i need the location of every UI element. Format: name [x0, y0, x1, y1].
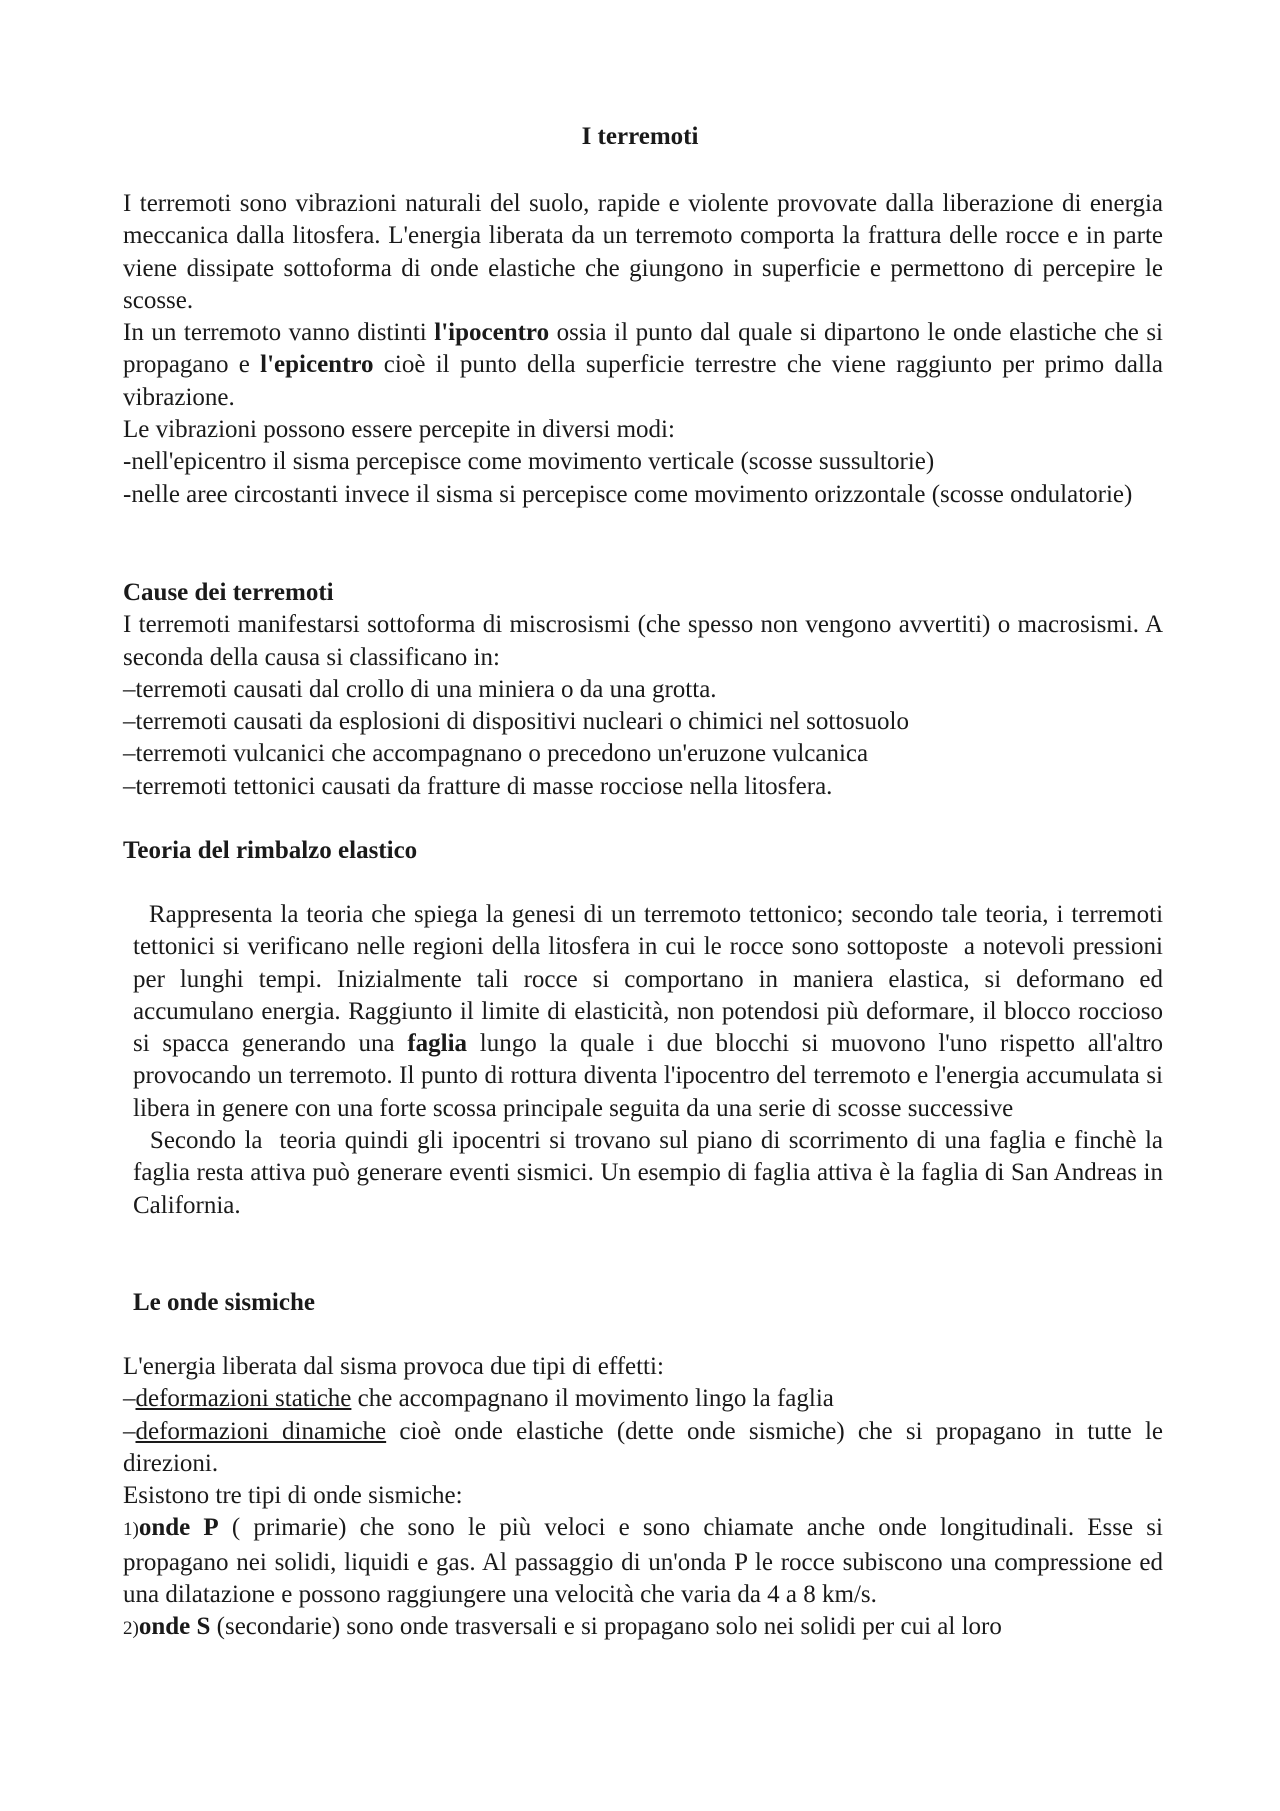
intro-section: [123, 188, 1163, 511]
deformazioni-statiche-term: deformazioni statiche: [135, 1385, 352, 1413]
cause-paragraph: I terremoti manifestarsi sottoforma di miscrosismi (che spesso non vengono avvertiti) o macrosismi. A seconda della causa si classificano in:: [123, 611, 1163, 671]
intro-p2-text-c: ossia il punto dal quale si dipartono le onde elastiche che si propagano e: [123, 319, 1164, 379]
intro-paragraph-4: -nell'epicentro il sisma percepisce come movimento verticale (scosse sussultorie): [123, 448, 935, 476]
rimbalzo-heading: Teoria del rimbalzo elastico: [123, 837, 418, 864]
list-number: 2): [123, 1618, 139, 1640]
cause-section: [123, 577, 1163, 803]
intro-paragraph-2: [123, 317, 1163, 414]
page-title: I terremoti: [581, 123, 699, 150]
d1-text: che accompagnano il movimento lingo la faglia: [351, 1385, 834, 1413]
cause-list-item: –terremoti causati dal crollo di una miniera o da una grotta.: [123, 675, 717, 703]
dash: –: [123, 1417, 136, 1445]
cause-list-item: –terremoti vulcanici che accompagnano o precedono un'eruzone vulcanica: [123, 740, 869, 768]
onde-deformazioni-dinamiche: [123, 1416, 1163, 1481]
intro-p2-text-a: In un terremoto vanno distinti: [123, 319, 435, 347]
cause-list-item: –terremoti tettonici causati da fratture di masse rocciose nella litosfera.: [123, 772, 833, 800]
rimbalzo-paragraph-2: Secondo la teoria quindi gli ipocentri si trovano sul piano di scorrimento di una faglia e finchè la faglia resta attiva può generare eventi sismici. Un esempio di faglia attiva è la faglia di San Andreas in California.: [133, 1127, 1170, 1219]
faglia-term: faglia: [407, 1030, 468, 1058]
onde-s-paragraph: [123, 1611, 1163, 1645]
intro-p2-text-e: cioè il punto della superficie terrestre che viene raggiunto per primo dalla vibrazione.: [123, 351, 1163, 411]
onde-deformazioni-statiche: [123, 1383, 1163, 1415]
rimbalzo-p1-text-a: Rappresenta la teoria che spiega la genesi di un terremoto tettonico; secondo tale teoria, i terremoti tettonici si verificano nelle regioni della litosfera in cui le rocce sono sottoposte a notevoli pressioni per lunghi tempi. Inizialmente tali rocce si comportano in maniera elastica, si deformano ed accumulano energia. Raggiunto il limite di elasticità, non potendosi più deformare, il blocco roccioso si spacca generando una: [133, 901, 1170, 1058]
list-number: 1): [123, 1519, 139, 1541]
onde-s-term: onde S: [138, 1613, 211, 1641]
onde-p-paragraph: [123, 1512, 1163, 1611]
rimbalzo-p1-text-c: lungo la quale i due blocchi si muovono l'uno rispetto all'altro provocando un terremoto. Il punto di rottura diventa l'ipocentro del terremoto e l'energia accumulata si libera in genere con una forte scossa principale seguita da una serie di scosse successive: [133, 1030, 1170, 1122]
onde-s-text: (secondarie) sono onde trasversali e si propagano solo nei solidi per cui al loro: [210, 1613, 1002, 1641]
d2-text: cioè onde elastiche (dette onde sismiche) che si propagano in tutte le direzioni.: [123, 1417, 1163, 1477]
intro-paragraph-3: Le vibrazioni possono essere percepite in diversi modi:: [123, 416, 675, 444]
cause-heading: Cause dei terremoti: [123, 579, 334, 606]
dash: –: [123, 1385, 136, 1413]
rimbalzo-section: [133, 899, 1170, 1222]
rimbalzo-paragraph-1: [133, 899, 1170, 1125]
onde-heading: Le onde sismiche: [133, 1289, 315, 1316]
onde-paragraph-1: L'energia liberata dal sisma provoca due tipi di effetti:: [123, 1353, 664, 1380]
ipocentro-term: l'ipocentro: [434, 319, 550, 347]
onde-paragraph-2: Esistono tre tipi di onde sismiche:: [123, 1482, 463, 1510]
rimbalzo-heading-wrap: [123, 835, 1163, 867]
onde-section: [123, 1351, 1163, 1646]
cause-list-item: –terremoti causati da esplosioni di dispositivi nucleari o chimici nel sottosuolo: [123, 708, 909, 736]
deformazioni-dinamiche-term: deformazioni dinamiche: [135, 1417, 387, 1445]
intro-paragraph-5: -nelle aree circostanti invece il sisma si percepisce come movimento orizzontale (scosse ondulatorie): [123, 480, 1133, 508]
epicentro-term: l'epicentro: [260, 351, 374, 379]
onde-p-text: ( primarie) che sono le più veloci e sono chiamate anche onde longitudinali. Esse si propagano nei solidi, liquidi e gas. Al passaggio di un'onda P le rocce subiscono una compressione ed una dilatazione e possono raggiungere una velocità che varia da 4 a 8 km/s.: [123, 1514, 1163, 1609]
onde-p-term: onde P: [138, 1514, 219, 1542]
onde-heading-wrap: [133, 1287, 1163, 1319]
intro-paragraph-1: I terremoti sono vibrazioni naturali del suolo, rapide e violente provovate dalla liberazione di energia meccanica dalla litosfera. L'energia liberata da un terremoto comporta la frattura delle rocce e in parte viene dissipate sottoforma di onde elastiche che giungono in superficie e permettono di percepire le scosse.: [123, 190, 1163, 314]
